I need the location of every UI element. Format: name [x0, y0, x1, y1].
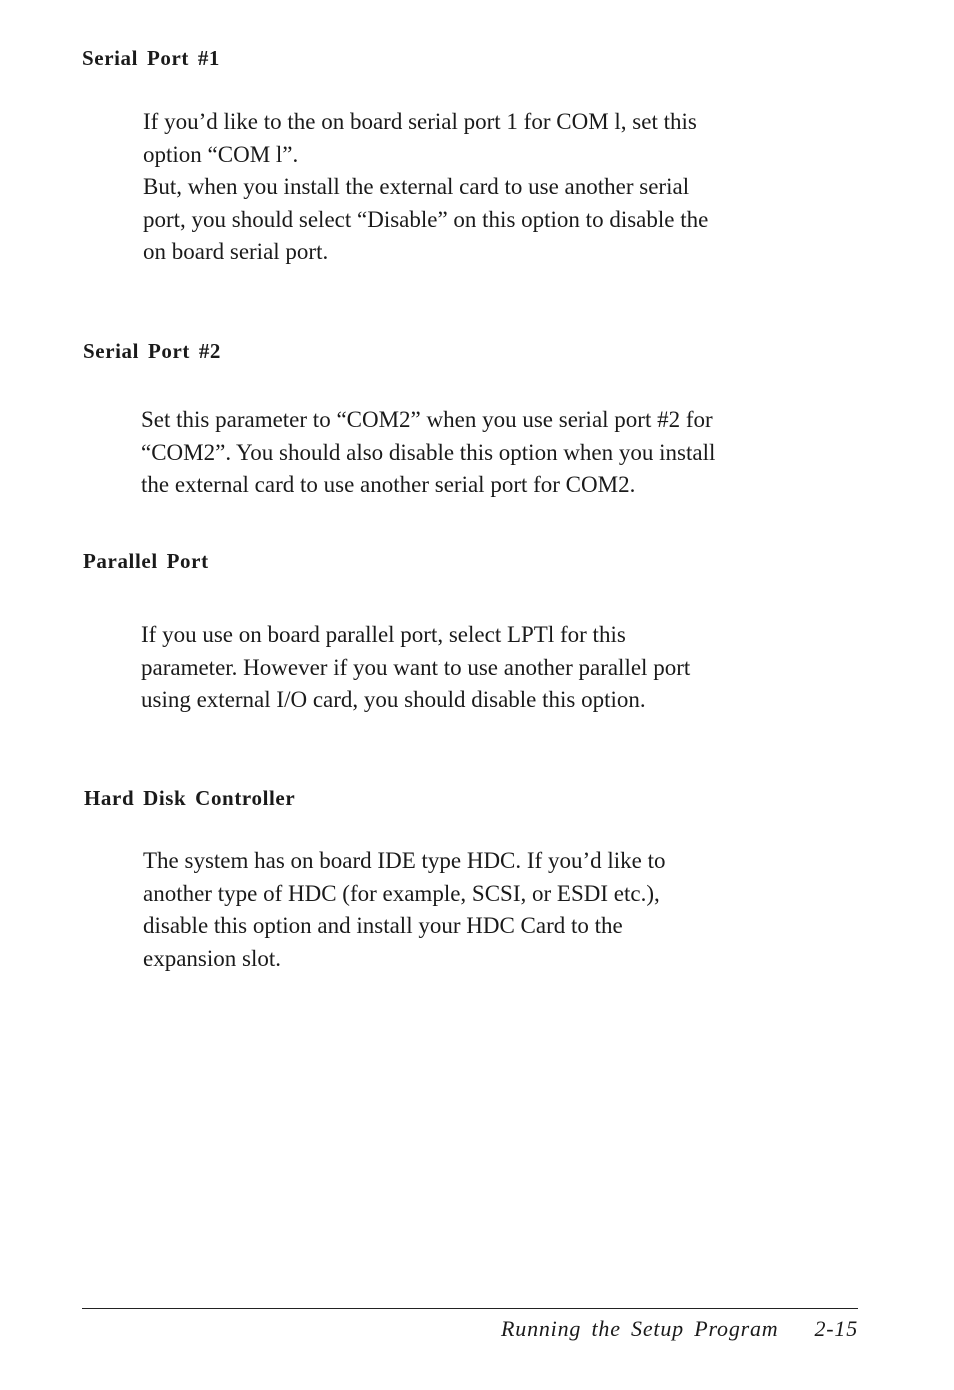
footer-divider — [82, 1308, 858, 1309]
text-line: parameter. However if you want to use another parallel port — [141, 654, 691, 680]
section-body-serial-port-1 — [143, 106, 843, 269]
text-line: disable this option and install your HDC Card to the — [143, 913, 623, 938]
page-footer — [501, 1316, 858, 1342]
page-number: 2-15 — [814, 1316, 858, 1341]
text-line: option “COM l”. — [143, 141, 299, 167]
text-line: on board serial port. — [143, 239, 329, 264]
section-heading-hard-disk-controller: Hard Disk Controller — [84, 786, 296, 810]
text-line: the external card to use another serial port for COM2. — [141, 472, 636, 497]
section-body-hard-disk-controller — [143, 845, 783, 975]
section-heading-serial-port-1: Serial Port #1 — [82, 46, 221, 70]
text-line: But, when you install the external card to use another serial — [143, 174, 690, 199]
footer-title: Running the Setup Program — [501, 1316, 779, 1341]
text-line: port, you should select “Disable” on this option to disable the — [143, 206, 709, 232]
text-line: “COM2”. You should also disable this option when you install — [141, 439, 716, 465]
section-heading-parallel-port: Parallel Port — [83, 549, 209, 573]
text-line: If you’d like to the on board serial port 1 for COM l, set this — [143, 109, 697, 134]
section-heading-serial-port-2: Serial Port #2 — [83, 339, 222, 363]
text-line: Set this parameter to “COM2” when you use serial port #2 for — [141, 407, 713, 432]
text-line: The system has on board IDE type HDC. If you’d like to — [143, 848, 666, 873]
section-body-serial-port-2 — [141, 404, 847, 502]
text-line: using external I/O card, you should disable this option. — [141, 687, 646, 712]
text-line: expansion slot. — [143, 945, 281, 971]
section-body-parallel-port — [141, 619, 821, 717]
text-line: another type of HDC (for example, SCSI, or ESDI etc.), — [143, 880, 660, 906]
text-line: If you use on board parallel port, select LPTl for this — [141, 622, 626, 647]
